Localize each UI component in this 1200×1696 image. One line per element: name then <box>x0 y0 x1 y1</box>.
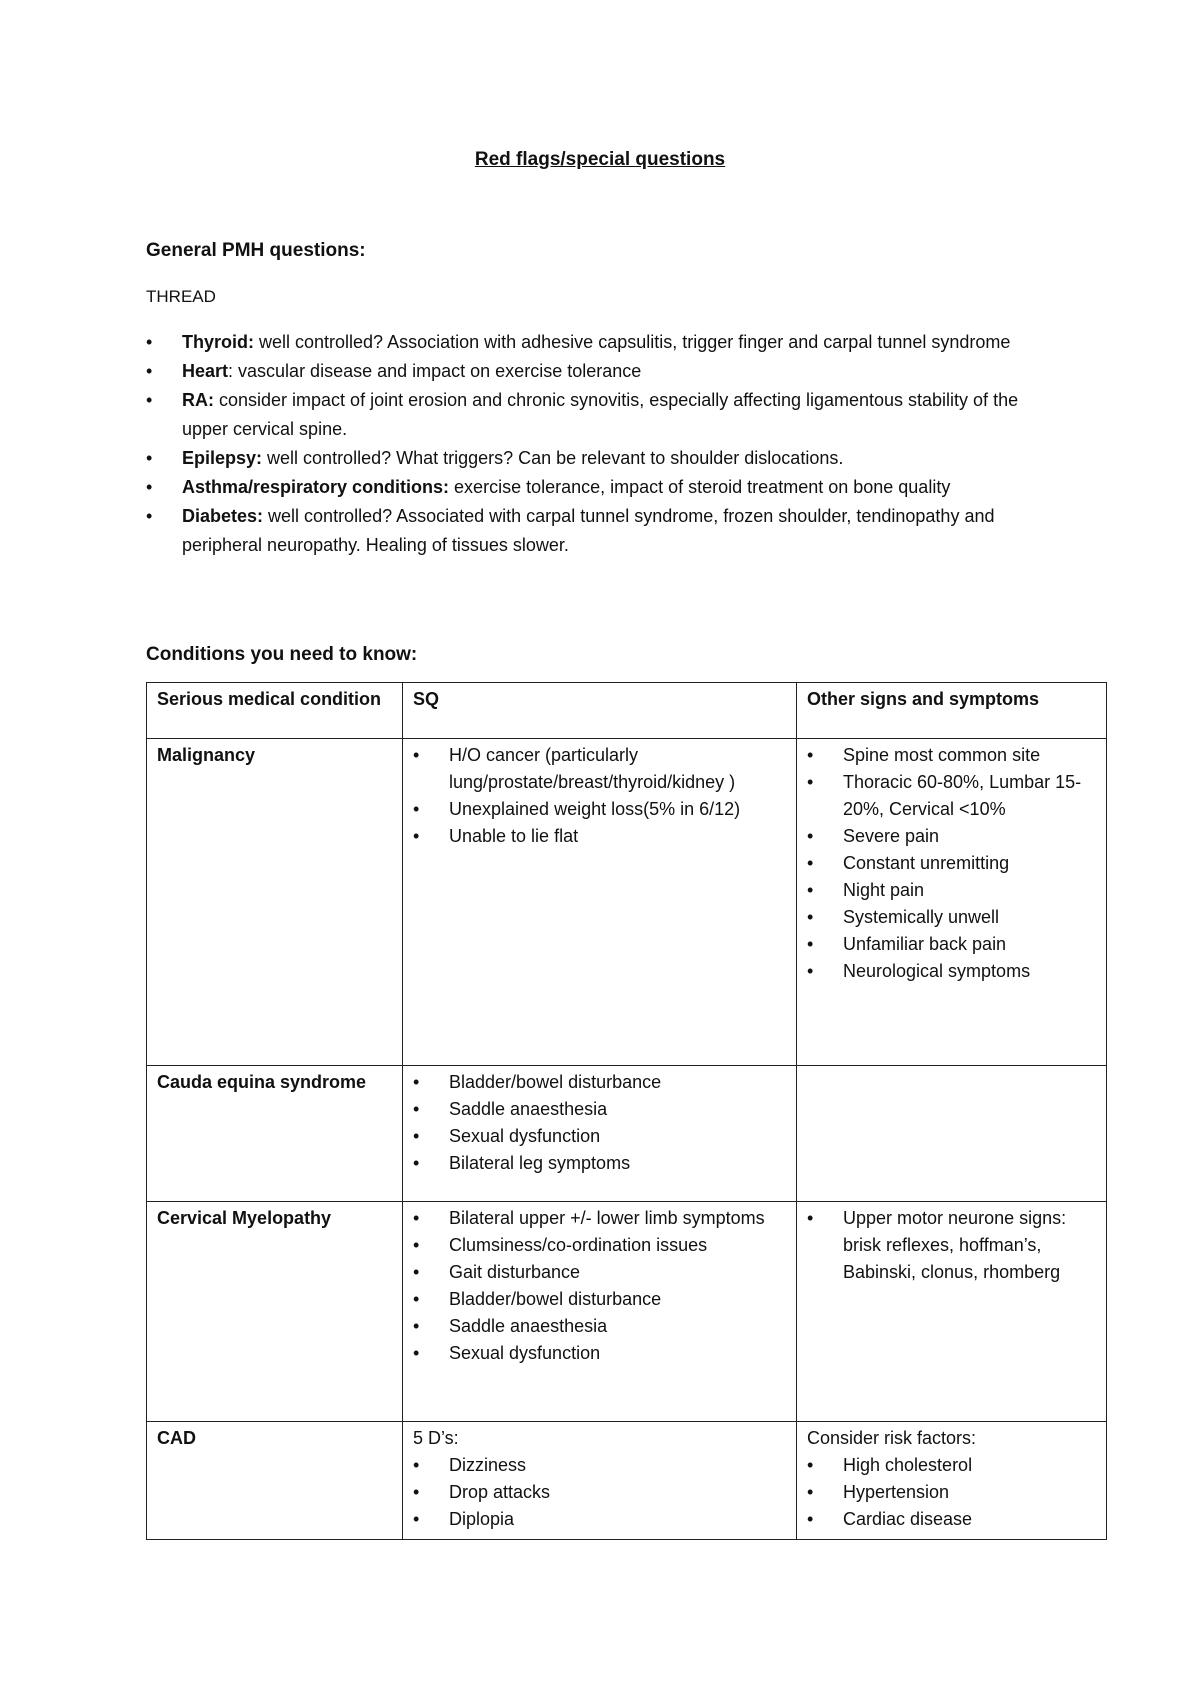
cell-list <box>413 1205 786 1367</box>
table-header-row <box>147 683 1107 739</box>
bullet-icon: • <box>413 1208 420 1228</box>
list-item: • Sexual dysfunction <box>413 1123 786 1150</box>
page-title: Red flags/special questions <box>474 149 726 170</box>
list-item: • Sexual dysfunction <box>413 1340 786 1367</box>
bullet-icon: • <box>413 1099 420 1119</box>
bullet-icon: • <box>807 961 814 981</box>
bullet-icon: • <box>413 1289 420 1309</box>
condition-name: Malignancy <box>147 739 403 1066</box>
other-cell <box>797 1422 1107 1540</box>
sq-cell <box>403 1066 797 1202</box>
cell-intro: Consider risk factors: <box>807 1428 977 1448</box>
bullet-icon: • <box>413 1316 420 1336</box>
list-item: • Upper motor neurone signs: brisk reflexes, hoffman’s, Babinski, clonus, rhomberg <box>807 1205 1096 1286</box>
pmh-item-thyroid: • Thyroid: well controlled? Association with adhesive capsulitis, trigger finger and carpal tunnel syndrome <box>146 328 1026 357</box>
list-item: • Bladder/bowel disturbance <box>413 1069 786 1096</box>
bullet-icon: • <box>146 390 153 410</box>
column-header: SQ <box>403 683 797 739</box>
bullet-icon: • <box>807 934 814 954</box>
list-item: • Hypertension <box>807 1479 1096 1506</box>
cell-intro: 5 D’s: <box>413 1428 459 1448</box>
bullet-icon: • <box>807 853 814 873</box>
list-item: • Unfamiliar back pain <box>807 931 1096 958</box>
column-header: Serious medical condition <box>147 683 403 739</box>
list-item: • Night pain <box>807 877 1096 904</box>
bullet-icon: • <box>146 506 153 526</box>
list-item: • Bilateral upper +/- lower limb symptoms <box>413 1205 786 1232</box>
list-item: • Bilateral leg symptoms <box>413 1150 786 1177</box>
list-item: • Gait disturbance <box>413 1259 786 1286</box>
bullet-icon: • <box>146 332 153 352</box>
column-header: Other signs and symptoms <box>797 683 1107 739</box>
cell-list <box>413 1452 786 1533</box>
bullet-icon: • <box>413 1072 420 1092</box>
list-item: • Constant unremitting <box>807 850 1096 877</box>
bullet-icon: • <box>413 799 420 819</box>
table-row <box>147 1422 1107 1540</box>
list-item: • Clumsiness/co-ordination issues <box>413 1232 786 1259</box>
cell-list <box>807 1205 1096 1286</box>
pmh-item-diabetes: • Diabetes: well controlled? Associated with carpal tunnel syndrome, frozen shoulder, tendinopathy and peripheral neuropathy. Healing of tissues slower. <box>146 502 1026 560</box>
list-item: • Spine most common site <box>807 742 1096 769</box>
bullet-icon: • <box>413 1262 420 1282</box>
cell-list <box>807 742 1096 985</box>
cell-list <box>413 1069 786 1177</box>
list-item: • Systemically unwell <box>807 904 1096 931</box>
list-item: • Diplopia <box>413 1506 786 1533</box>
bullet-icon: • <box>807 880 814 900</box>
bullet-icon: • <box>413 745 420 765</box>
bullet-icon: • <box>807 745 814 765</box>
cell-list <box>413 742 786 850</box>
other-cell <box>797 1202 1107 1422</box>
table-row <box>147 1066 1107 1202</box>
list-item: • High cholesterol <box>807 1452 1096 1479</box>
bullet-icon: • <box>807 826 814 846</box>
list-item: • Bladder/bowel disturbance <box>413 1286 786 1313</box>
pmh-list <box>146 328 1026 560</box>
condition-name: Cervical Myelopathy <box>147 1202 403 1422</box>
condition-name: CAD <box>147 1422 403 1540</box>
sq-cell <box>403 739 797 1066</box>
bullet-icon: • <box>413 1126 420 1146</box>
condition-name: Cauda equina syndrome <box>147 1066 403 1202</box>
pmh-item-ra: • RA: consider impact of joint erosion and chronic synovitis, especially affecting ligamentous stability of the upper cervical spine. <box>146 386 1026 444</box>
bullet-icon: • <box>807 1208 814 1228</box>
pmh-item-heart: • Heart: vascular disease and impact on exercise tolerance <box>146 357 1026 386</box>
bullet-icon: • <box>807 1482 814 1502</box>
bullet-icon: • <box>413 1455 420 1475</box>
list-item: • Saddle anaesthesia <box>413 1313 786 1340</box>
bullet-icon: • <box>807 1455 814 1475</box>
bullet-icon: • <box>146 477 153 497</box>
list-item: • Unexplained weight loss(5% in 6/12) <box>413 796 786 823</box>
pmh-heading: General PMH questions: <box>146 240 366 261</box>
bullet-icon: • <box>413 1343 420 1363</box>
other-cell <box>797 739 1107 1066</box>
sq-cell <box>403 1202 797 1422</box>
cell-list <box>807 1452 1096 1533</box>
list-item: • Neurological symptoms <box>807 958 1096 985</box>
sq-cell <box>403 1422 797 1540</box>
other-cell <box>797 1066 1107 1202</box>
bullet-icon: • <box>807 1509 814 1529</box>
conditions-table <box>146 682 1107 1540</box>
list-item: • H/O cancer (particularly lung/prostate/breast/thyroid/kidney ) <box>413 742 786 796</box>
bullet-icon: • <box>413 1235 420 1255</box>
table-row <box>147 1202 1107 1422</box>
bullet-icon: • <box>413 1509 420 1529</box>
conditions-heading: Conditions you need to know: <box>146 644 418 665</box>
list-item: • Saddle anaesthesia <box>413 1096 786 1123</box>
list-item: • Unable to lie flat <box>413 823 786 850</box>
bullet-icon: • <box>146 448 153 468</box>
list-item: • Thoracic 60-80%, Lumbar 15-20%, Cervical <10% <box>807 769 1096 823</box>
list-item: • Severe pain <box>807 823 1096 850</box>
list-item: • Drop attacks <box>413 1479 786 1506</box>
pmh-item-epilepsy: • Epilepsy: well controlled? What triggers? Can be relevant to shoulder dislocations. <box>146 444 1026 473</box>
bullet-icon: • <box>413 1482 420 1502</box>
list-item: • Cardiac disease <box>807 1506 1096 1533</box>
list-item: • Dizziness <box>413 1452 786 1479</box>
pmh-item-asthma: • Asthma/respiratory conditions: exercise tolerance, impact of steroid treatment on bone quality <box>146 473 1026 502</box>
bullet-icon: • <box>413 826 420 846</box>
bullet-icon: • <box>807 772 814 792</box>
table-row <box>147 739 1107 1066</box>
bullet-icon: • <box>807 907 814 927</box>
bullet-icon: • <box>413 1153 420 1173</box>
thread-acronym: THREAD <box>146 287 216 306</box>
bullet-icon: • <box>146 361 153 381</box>
